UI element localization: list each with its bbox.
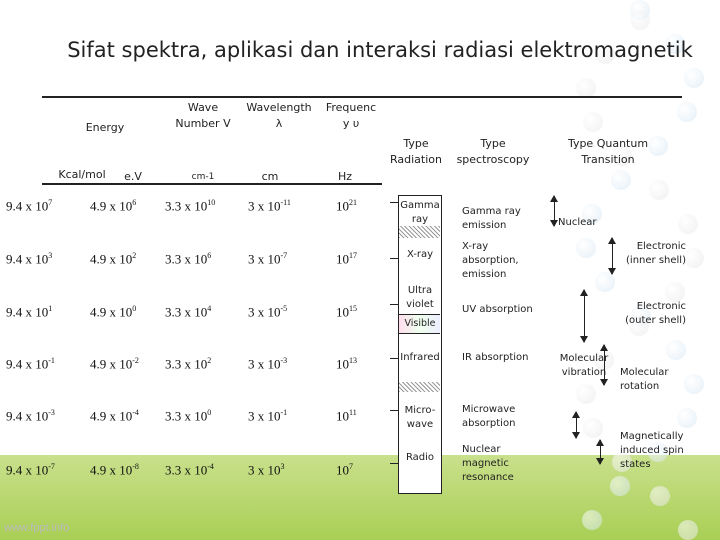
cell-r5-c2 bbox=[90, 408, 139, 424]
header-type-quantum: Type Quantum Transition bbox=[567, 137, 649, 166]
cell-r1-c4 bbox=[248, 198, 291, 214]
cell-mantissa: 10 bbox=[336, 251, 349, 267]
cell-mantissa: 3 x 10 bbox=[248, 356, 281, 372]
cell-exponent: -3 bbox=[280, 356, 288, 365]
radiation-visible: Visible bbox=[404, 318, 436, 329]
cell-exponent: 2 bbox=[132, 251, 137, 260]
cell-r2-c3 bbox=[165, 251, 211, 267]
cell-exponent: -4 bbox=[207, 462, 214, 471]
radiation-microwave: Micro-wave bbox=[404, 405, 436, 430]
radiation-column bbox=[398, 195, 442, 494]
cell-r5-c5 bbox=[336, 408, 357, 424]
cell-mantissa: 9.4 x 10 bbox=[6, 462, 49, 478]
cell-exponent: -2 bbox=[132, 356, 139, 365]
cell-r3-c5 bbox=[336, 304, 357, 320]
cell-exponent: 3 bbox=[48, 251, 53, 260]
cell-r1-c2 bbox=[90, 198, 136, 214]
cell-r4-c5 bbox=[336, 356, 357, 372]
cell-exponent: -8 bbox=[132, 462, 139, 471]
helix-ball bbox=[582, 510, 602, 530]
cell-exponent: 10 bbox=[207, 198, 216, 207]
page-title: Sifat spektra, aplikasi dan interaksi radiasi elektromagnetik bbox=[67, 38, 693, 62]
cell-exponent: 3 bbox=[280, 462, 285, 471]
tick-6 bbox=[390, 463, 398, 464]
spectroscopy-nmr: Nuclear magnetic resonance bbox=[462, 444, 514, 483]
helix-ball bbox=[576, 238, 596, 258]
cell-r6-c4 bbox=[248, 462, 285, 478]
cell-exponent: -11 bbox=[280, 198, 291, 207]
cell-exponent: 13 bbox=[349, 356, 357, 365]
cell-mantissa: 3.3 x 10 bbox=[165, 251, 208, 267]
cell-mantissa: 3 x 10 bbox=[248, 462, 281, 478]
header-frequency-unit: Hz bbox=[337, 170, 353, 183]
cell-exponent: -7 bbox=[48, 462, 55, 471]
cell-r1-c1 bbox=[6, 198, 52, 214]
helix-ball bbox=[649, 180, 669, 200]
quantum-magnetic-spin: Magnetically induced spin states bbox=[620, 431, 684, 470]
cell-exponent: 17 bbox=[349, 251, 357, 260]
arrow-uv bbox=[584, 290, 585, 342]
header-energy: Energy bbox=[85, 121, 125, 134]
tick-5 bbox=[390, 410, 398, 411]
cell-mantissa: 4.9 x 10 bbox=[90, 408, 133, 424]
arrow-xray bbox=[612, 238, 613, 274]
cell-mantissa: 9.4 x 10 bbox=[6, 304, 49, 320]
cell-r4-c2 bbox=[90, 356, 139, 372]
spectroscopy-uv: UV absorption bbox=[462, 304, 533, 315]
cell-exponent: 21 bbox=[349, 198, 357, 207]
helix-ball bbox=[576, 78, 596, 98]
header-wavelength-unit: cm bbox=[261, 170, 279, 183]
spectroscopy-gamma: Gamma ray emission bbox=[462, 206, 521, 231]
cell-r4-c4 bbox=[248, 356, 287, 372]
cell-mantissa: 3.3 x 10 bbox=[165, 408, 208, 424]
cell-r1-c5 bbox=[336, 198, 357, 214]
radiation-xray: X-ray bbox=[406, 249, 434, 260]
cell-r2-c2 bbox=[90, 251, 136, 267]
cell-mantissa: 3.3 x 10 bbox=[165, 462, 208, 478]
cell-r3-c2 bbox=[90, 304, 136, 320]
cell-mantissa: 3 x 10 bbox=[248, 198, 281, 214]
header-kcal: Kcal/mol bbox=[58, 168, 106, 181]
tick-1 bbox=[390, 202, 398, 203]
cell-mantissa: 9.4 x 10 bbox=[6, 356, 49, 372]
cell-exponent: 15 bbox=[349, 304, 357, 313]
cell-mantissa: 10 bbox=[336, 356, 349, 372]
radiation-gamma: Gamma ray bbox=[400, 200, 440, 225]
cell-r3-c3 bbox=[165, 304, 211, 320]
radiation-ir-hatch bbox=[399, 382, 440, 392]
header-top-rule bbox=[42, 96, 682, 98]
cell-mantissa: 3 x 10 bbox=[248, 251, 281, 267]
header-type-radiation: Type Radiation bbox=[390, 137, 442, 166]
spectroscopy-microwave: Microwave absorption bbox=[462, 404, 516, 429]
arrow-nmr bbox=[600, 440, 601, 464]
quantum-molecular-vibration: Molecular vibration bbox=[559, 353, 609, 378]
cell-r5-c3 bbox=[165, 408, 211, 424]
quantum-electronic-inner: Electronic (inner shell) bbox=[626, 241, 686, 266]
helix-ball bbox=[583, 112, 603, 132]
helix-ball bbox=[611, 170, 631, 190]
helix-ball bbox=[583, 418, 603, 438]
header-wavelength: Wavelength λ bbox=[246, 101, 312, 130]
cell-exponent: 7 bbox=[48, 198, 53, 207]
cell-exponent: -7 bbox=[280, 251, 288, 260]
header-wave-number-unit: cm-1 bbox=[191, 172, 215, 182]
arrow-ir bbox=[604, 345, 605, 385]
cell-mantissa: 10 bbox=[336, 198, 349, 214]
radiation-gamma-hatch bbox=[399, 226, 440, 238]
cell-r6-c3 bbox=[165, 462, 214, 478]
cell-r3-c1 bbox=[6, 304, 52, 320]
quantum-nuclear: Nuclear bbox=[558, 217, 597, 228]
footer-url: www.fppt.info bbox=[4, 522, 70, 534]
radiation-radio: Radio bbox=[405, 452, 435, 463]
cell-exponent: 7 bbox=[349, 462, 353, 471]
cell-exponent: 6 bbox=[132, 198, 137, 207]
cell-mantissa: 4.9 x 10 bbox=[90, 462, 133, 478]
cell-r5-c4 bbox=[248, 408, 287, 424]
cell-exponent: 11 bbox=[349, 408, 357, 417]
cell-mantissa: 4.9 x 10 bbox=[90, 304, 133, 320]
header-ev: e.V bbox=[124, 170, 142, 183]
helix-ball bbox=[678, 214, 698, 234]
cell-mantissa: 9.4 x 10 bbox=[6, 251, 49, 267]
helix-ball bbox=[677, 102, 697, 122]
cell-r4-c3 bbox=[165, 356, 211, 372]
header-wave-number: Wave Number V bbox=[175, 101, 231, 130]
cell-r5-c1 bbox=[6, 408, 55, 424]
helix-ball bbox=[677, 408, 697, 428]
cell-exponent: -1 bbox=[280, 408, 288, 417]
helix-ball bbox=[576, 384, 596, 404]
cell-mantissa: 3.3 x 10 bbox=[165, 356, 208, 372]
helix-ball bbox=[684, 374, 704, 394]
cell-r2-c5 bbox=[336, 251, 357, 267]
helix-ball bbox=[610, 476, 630, 496]
quantum-molecular-rotation: Molecular rotation bbox=[620, 367, 669, 392]
helix-ball bbox=[666, 340, 686, 360]
cell-mantissa: 10 bbox=[336, 304, 349, 320]
cell-r2-c1 bbox=[6, 251, 52, 267]
cell-mantissa: 3 x 10 bbox=[248, 304, 281, 320]
cell-r6-c1 bbox=[6, 462, 55, 478]
cell-exponent: -5 bbox=[280, 304, 288, 313]
cell-r2-c4 bbox=[248, 251, 287, 267]
cell-r6-c5 bbox=[336, 462, 353, 478]
spectroscopy-ir: IR absorption bbox=[462, 352, 529, 363]
cell-exponent: 0 bbox=[132, 304, 137, 313]
header-frequency: Frequenc y υ bbox=[325, 101, 377, 130]
helix-ball bbox=[595, 272, 615, 292]
radiation-infrared: Infrared bbox=[400, 352, 440, 363]
helix-ball bbox=[630, 10, 650, 30]
cell-mantissa: 9.4 x 10 bbox=[6, 198, 49, 214]
cell-r6-c2 bbox=[90, 462, 139, 478]
arrow-gamma-to-nuclear bbox=[554, 196, 555, 226]
spectroscopy-xray: X-ray absorption, emission bbox=[462, 241, 519, 280]
radiation-ultraviolet: Ultra violet bbox=[406, 285, 434, 310]
tick-2 bbox=[390, 258, 398, 259]
cell-mantissa: 10 bbox=[336, 462, 349, 478]
helix-ball bbox=[665, 282, 685, 302]
cell-mantissa: 9.4 x 10 bbox=[6, 408, 49, 424]
cell-mantissa: 4.9 x 10 bbox=[90, 251, 133, 267]
cell-exponent: 2 bbox=[207, 356, 212, 365]
cell-mantissa: 3.3 x 10 bbox=[165, 304, 208, 320]
cell-exponent: -3 bbox=[48, 408, 55, 417]
cell-exponent: -1 bbox=[48, 356, 55, 365]
cell-exponent: 4 bbox=[207, 304, 212, 313]
cell-r4-c1 bbox=[6, 356, 55, 372]
cell-mantissa: 3 x 10 bbox=[248, 408, 281, 424]
quantum-electronic-outer: Electronic (outer shell) bbox=[625, 301, 686, 326]
cell-r1-c3 bbox=[165, 198, 215, 214]
header-type-spectroscopy: Type spectroscopy bbox=[456, 137, 530, 166]
helix-ball bbox=[684, 68, 704, 88]
cell-mantissa: 4.9 x 10 bbox=[90, 356, 133, 372]
cell-exponent: 6 bbox=[207, 251, 212, 260]
cell-mantissa: 4.9 x 10 bbox=[90, 198, 133, 214]
cell-exponent: 0 bbox=[207, 408, 212, 417]
tick-4 bbox=[390, 358, 398, 359]
cell-mantissa: 10 bbox=[336, 408, 349, 424]
cell-mantissa: 3.3 x 10 bbox=[165, 198, 208, 214]
helix-ball bbox=[684, 248, 704, 268]
tick-3 bbox=[390, 304, 398, 305]
cell-exponent: 1 bbox=[48, 304, 53, 313]
arrow-microwave bbox=[576, 412, 577, 438]
cell-exponent: -4 bbox=[132, 408, 139, 417]
cell-r3-c4 bbox=[248, 304, 287, 320]
